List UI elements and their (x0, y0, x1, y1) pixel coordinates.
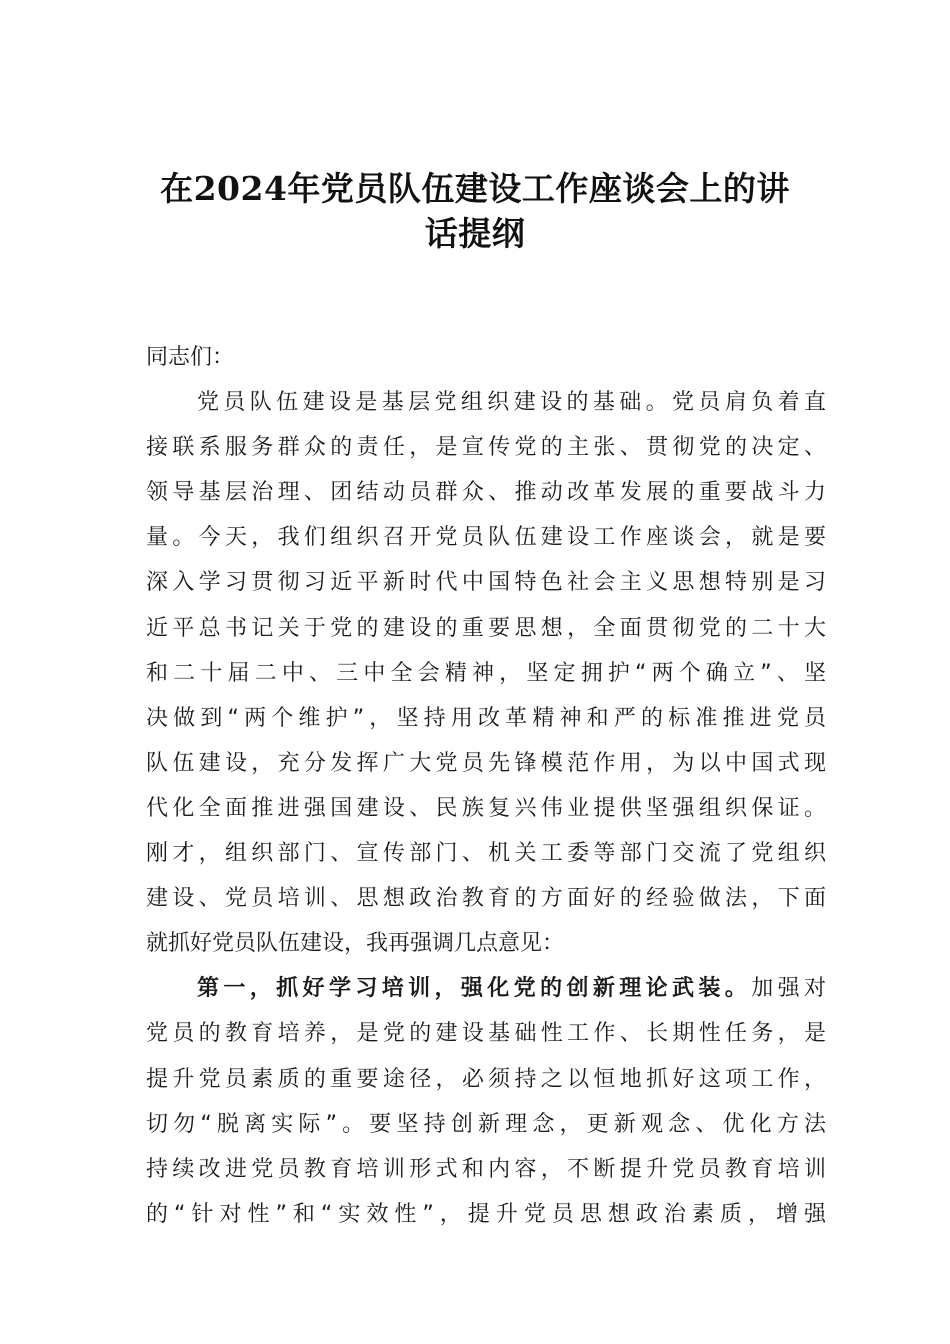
paragraph-1-line: 接联系服务群众的责任，是宣传党的主张、贯彻党的决定、 (146, 435, 826, 461)
document-title-line-2: 话提纲 (424, 214, 526, 253)
paragraph-1-line: 建设、党员培训、思想政治教育的方面好的经验做法，下面 (146, 886, 826, 912)
salutation: 同志们： (146, 345, 235, 370)
paragraph-2-line: 的“针对性”和“实效性”，提升党员思想政治素质，增强 (146, 1201, 826, 1227)
paragraph-2-line: 切勿“脱离实际”。要坚持创新理念，更新观念、优化方法 (146, 1111, 826, 1137)
paragraph-1-line: 党员队伍建设是基层党组织建设的基础。党员肩负着直 (197, 390, 826, 416)
paragraph-2-first-line-rest: 加强对 (751, 976, 826, 1002)
paragraph-2-first-line (146, 966, 826, 1011)
paragraph-1-line: 决做到“两个维护”，坚持用改革精神和严的标准推进党员 (146, 705, 826, 731)
section-heading-1: 第一，抓好学习培训，强化党的创新理论武装。 (197, 976, 752, 1002)
paragraph-1-line: 量。今天，我们组织召开党员队伍建设工作座谈会，就是要 (146, 525, 826, 551)
paragraph-2-line: 党员的教育培养，是党的建设基础性工作、长期性任务，是 (146, 1021, 826, 1047)
paragraph-1-line: 刚才，组织部门、宣传部门、机关工委等部门交流了党组织 (146, 841, 826, 867)
paragraph-1-line: 领导基层治理、团结动员群众、推动改革发展的重要战斗力 (146, 480, 826, 506)
document-title-line-1: 在2024年党员队伍建设工作座谈会上的讲 (160, 169, 790, 208)
paragraph-1-line: 代化全面推进强国建设、民族复兴伟业提供坚强组织保证。 (146, 795, 826, 821)
document-body (146, 335, 826, 1237)
paragraph-1-line: 近平总书记关于党的建设的重要思想，全面贯彻党的二十大 (146, 615, 826, 641)
paragraph-2-line: 提升党员素质的重要途径，必须持之以恒地抓好这项工作， (146, 1066, 826, 1092)
paragraph-2-line: 持续改进党员教育培训形式和内容，不断提升党员教育培训 (146, 1156, 826, 1182)
paragraph-1-line: 深入学习贯彻习近平新时代中国特色社会主义思想特别是习 (146, 570, 826, 596)
paragraph-1-line: 队伍建设，充分发挥广大党员先锋模范作用，为以中国式现 (146, 750, 826, 776)
paragraph-1-line: 和二十届二中、三中全会精神，坚定拥护“两个确立”、坚 (146, 660, 826, 686)
paragraph-1-line: 就抓好党员队伍建设，我再强调几点意见： (146, 931, 565, 957)
